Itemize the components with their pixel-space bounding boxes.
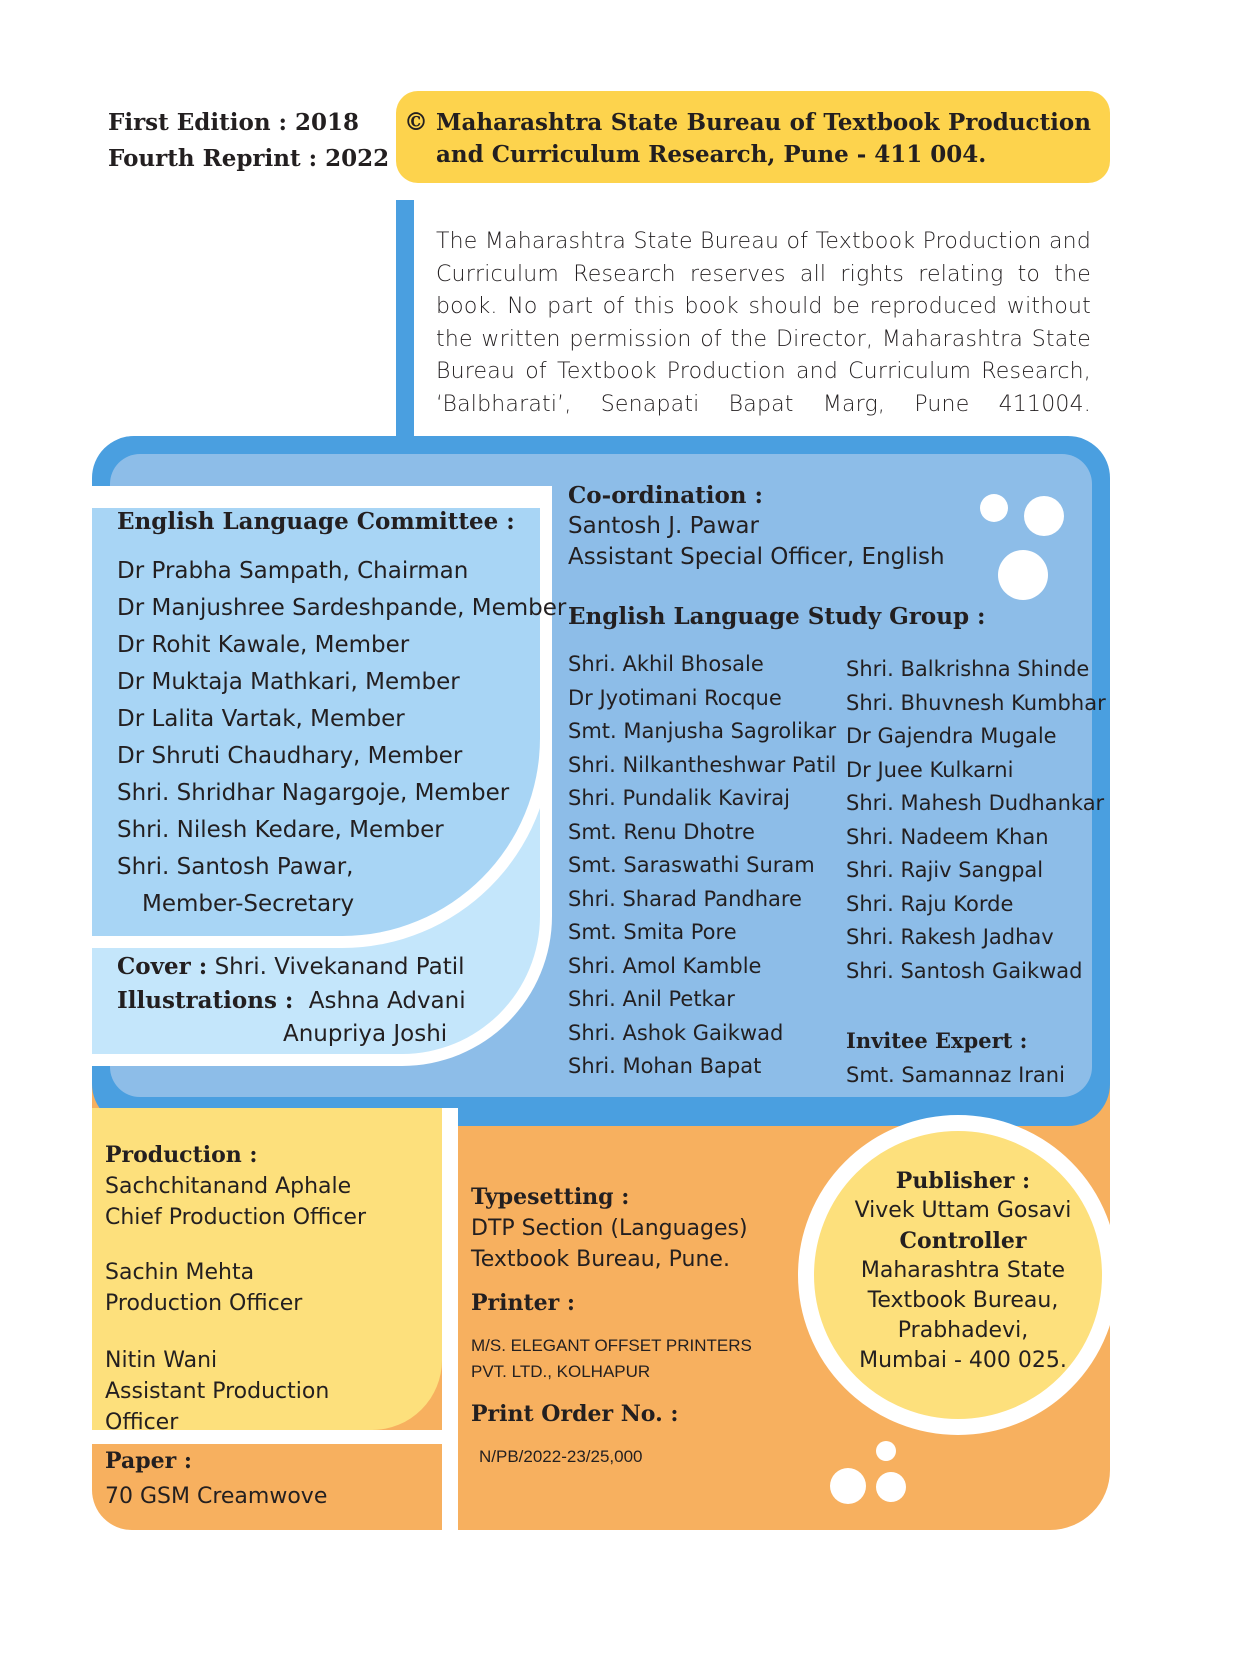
committee-member: Member-Secretary xyxy=(142,891,355,917)
illustrator-name: Ashna Advani xyxy=(308,988,466,1014)
edition-info xyxy=(108,105,389,177)
typesetting-label: Typesetting : xyxy=(471,1184,630,1210)
production-person-name: Sachin Mehta xyxy=(105,1260,255,1285)
study-group-member: Shri. Sharad Pandhare xyxy=(568,886,802,911)
production-label: Production : xyxy=(105,1142,258,1168)
paper-label: Paper : xyxy=(105,1448,192,1474)
study-group-member: Shri. Mohan Bapat xyxy=(568,1054,762,1078)
publisher-address-line: Maharashtra State xyxy=(860,1258,1066,1283)
printer-line: PVT. LTD., KOLHAPUR xyxy=(471,1362,651,1381)
committee-member: Shri. Santosh Pawar, xyxy=(117,854,354,880)
committee-list xyxy=(117,553,566,923)
bubble-decoration xyxy=(1024,496,1064,536)
bubble-decoration xyxy=(876,1472,906,1502)
printer-line: M/S. ELEGANT OFFSET PRINTERS xyxy=(471,1336,752,1355)
committee-member: Dr Rohit Kawale, Member xyxy=(117,632,410,658)
study-group-member: Dr Juee Kulkarni xyxy=(846,757,1014,782)
study-group-column-2 xyxy=(846,653,1106,988)
production-person-name: Nitin Wani xyxy=(105,1348,218,1373)
bubble-decoration xyxy=(876,1441,896,1461)
rights-notice: The Maharashtra State Bureau of Textbook Production and Curriculum Research reserves all rights relating to the book. No part of this book should be reproduced without the written permission of the Director, Maharashtra State Bureau of Textbook Production and Curriculum Research, ‘Balbharati’, Senapati Bapat Marg, Pune 411004. xyxy=(436,229,1091,417)
committee-member: Dr Shruti Chaudhary, Member xyxy=(117,743,463,769)
invitee-name: Smt. Samannaz Irani xyxy=(846,1063,1065,1087)
print-order-label: Print Order No. : xyxy=(471,1401,679,1427)
publisher-block xyxy=(828,1166,1098,1376)
illustrator-name: Anupriya Joshi xyxy=(283,1021,448,1047)
committee-member: Dr Manjushree Sardeshpande, Member xyxy=(117,595,567,621)
cover-name: Shri. Vivekanand Patil xyxy=(214,954,465,980)
publisher-address-line: Textbook Bureau, xyxy=(867,1288,1059,1313)
fourth-reprint: Fourth Reprint : 2022 xyxy=(108,145,390,172)
coordination-block xyxy=(568,480,945,573)
separator xyxy=(442,1108,458,1530)
committee-member: Dr Prabha Sampath, Chairman xyxy=(117,558,469,584)
publisher-address-line: Mumbai - 400 025. xyxy=(859,1348,1067,1373)
publisher-title: Controller xyxy=(899,1228,1027,1254)
study-group-member: Shri. Rajiv Sangpal xyxy=(846,858,1044,882)
illustrations-label: Illustrations : xyxy=(117,987,294,1014)
copyright-banner xyxy=(396,91,1110,183)
production-person-role: Officer xyxy=(105,1410,179,1435)
study-group-column-1 xyxy=(568,648,836,1084)
study-group-member: Shri. Amol Kamble xyxy=(568,953,762,978)
study-group-member: Shri. Rakesh Jadhav xyxy=(846,925,1054,949)
study-group-member: Smt. Smita Pore xyxy=(568,920,737,944)
coordination-role: Assistant Special Officer, English xyxy=(568,544,945,570)
production-person-role: Production Officer xyxy=(105,1291,303,1316)
typesetting-block xyxy=(471,1182,748,1275)
production-person-role: Chief Production Officer xyxy=(105,1205,366,1230)
study-group-member: Shri. Mahesh Dudhankar xyxy=(846,791,1105,815)
study-group-member: Smt. Saraswathi Suram xyxy=(568,853,815,877)
study-group-member: Shri. Ashok Gaikwad xyxy=(568,1020,784,1045)
study-group-member: Dr Jyotimani Rocque xyxy=(568,685,782,710)
cover-label: Cover : xyxy=(117,953,208,980)
production-block xyxy=(105,1140,366,1438)
study-group-member: Shri. Balkrishna Shinde xyxy=(846,657,1090,681)
committee-title: English Language Committee : xyxy=(117,508,515,535)
typesetting-line: DTP Section (Languages) xyxy=(471,1216,748,1241)
cover-credits xyxy=(117,950,466,1051)
printer-label: Printer : xyxy=(471,1290,576,1316)
study-group-title: English Language Study Group : xyxy=(568,603,986,630)
committee-member: Shri. Nilesh Kedare, Member xyxy=(117,817,444,843)
bubble-decoration xyxy=(980,494,1008,522)
study-group-member: Smt. Renu Dhotre xyxy=(568,819,755,844)
paper-value: 70 GSM Creamwove xyxy=(105,1484,328,1509)
coordination-name: Santosh J. Pawar xyxy=(568,513,759,539)
study-group-member: Smt. Manjusha Sagrolikar xyxy=(568,719,837,743)
paper-block xyxy=(105,1443,327,1515)
publisher-name: Vivek Uttam Gosavi xyxy=(854,1198,1072,1223)
coordination-label: Co-ordination : xyxy=(568,482,764,509)
study-group-member: Shri. Nadeem Khan xyxy=(846,824,1049,849)
study-group-member: Shri. Nilkantheshwar Patil xyxy=(568,752,837,777)
invitee-expert-block xyxy=(846,1024,1065,1092)
production-person-role: Assistant Production xyxy=(105,1379,330,1404)
publisher-label: Publisher : xyxy=(895,1168,1031,1194)
printer-name xyxy=(471,1333,752,1385)
first-edition: First Edition : 2018 xyxy=(108,109,360,136)
bubble-decoration xyxy=(998,550,1048,600)
vertical-rule xyxy=(396,200,414,445)
publisher-address-line: Prabhadevi, xyxy=(897,1318,1029,1343)
study-group-member: Shri. Anil Petkar xyxy=(568,987,735,1011)
bubble-decoration xyxy=(830,1468,866,1504)
study-group-member: Shri. Akhil Bhosale xyxy=(568,652,764,676)
study-group-member: Shri. Bhuvnesh Kumbhar xyxy=(846,690,1106,715)
study-group-member: Shri. Pundalik Kaviraj xyxy=(568,786,790,810)
typesetting-line: Textbook Bureau, Pune. xyxy=(471,1247,730,1272)
committee-member: Dr Muktaja Mathkari, Member xyxy=(117,669,460,695)
copyright-holder: Maharashtra State Bureau of Textbook Production and Curriculum Research, Pune - 411 004. xyxy=(436,109,1091,168)
study-group-member: Shri. Santosh Gaikwad xyxy=(846,958,1083,983)
study-group-member: Shri. Raju Korde xyxy=(846,891,1014,916)
study-group-member: Dr Gajendra Mugale xyxy=(846,724,1057,748)
committee-member: Dr Lalita Vartak, Member xyxy=(117,706,405,732)
production-person-name: Sachchitanand Aphale xyxy=(105,1174,352,1199)
committee-member: Shri. Shridhar Nagargoje, Member xyxy=(117,780,510,806)
invitee-label: Invitee Expert : xyxy=(846,1028,1028,1053)
print-order-value: N/PB/2022-23/25,000 xyxy=(479,1447,643,1466)
copyright-symbol: © xyxy=(404,107,428,136)
